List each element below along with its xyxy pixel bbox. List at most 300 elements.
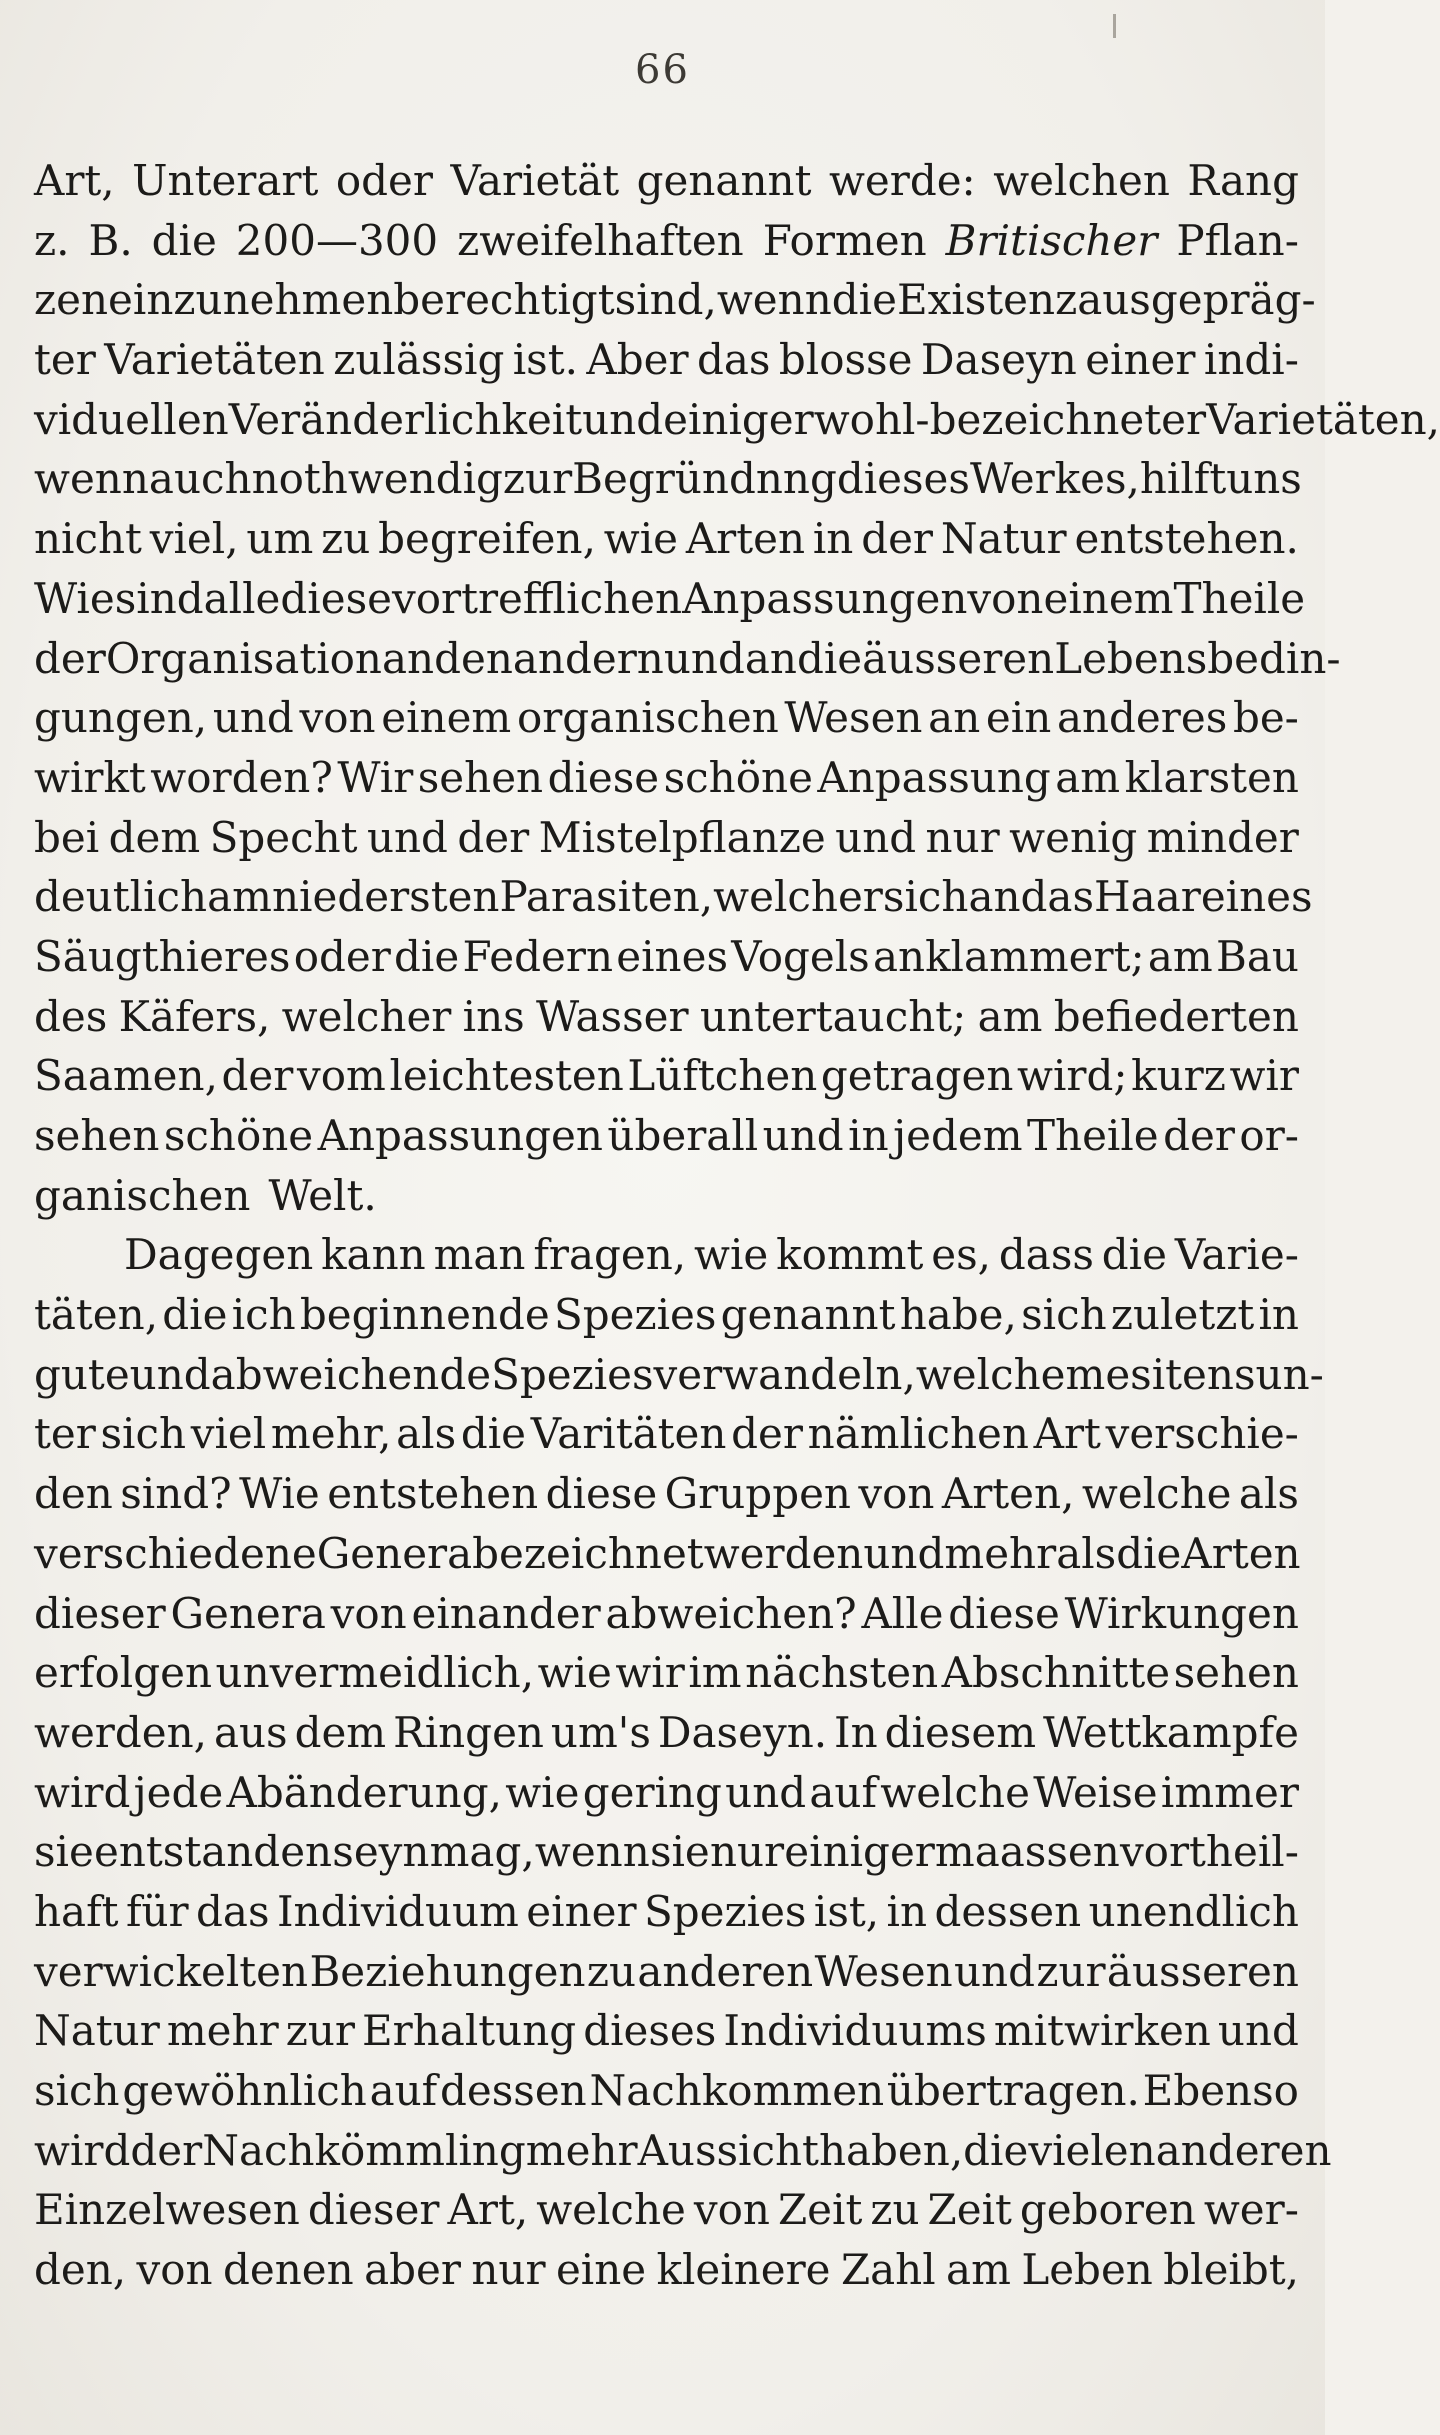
word: Beziehungen <box>309 1946 586 1996</box>
text-line <box>34 390 1440 450</box>
word: dessen <box>934 1886 1082 1936</box>
word: dieses <box>583 2006 717 2056</box>
word: vortheil- <box>1119 1827 1299 1877</box>
word: zu <box>321 514 371 564</box>
word: entstanden <box>94 1827 333 1877</box>
body-text <box>34 151 1440 2421</box>
word: Wirkungen <box>1064 1588 1299 1638</box>
word: diese <box>280 573 392 623</box>
word: Specht <box>209 812 358 862</box>
word: auch <box>148 454 252 504</box>
word: sind? <box>120 1469 232 1519</box>
word: ausgepräg- <box>1077 275 1316 325</box>
word: Wasser <box>535 991 689 1041</box>
word: wer- <box>1203 2185 1299 2235</box>
word: von <box>299 693 376 743</box>
text-line <box>34 1882 1299 1942</box>
word: Art, <box>447 2185 529 2235</box>
word: als <box>396 1409 457 1459</box>
word: geboren <box>1019 2185 1196 2235</box>
word: diese <box>547 752 660 802</box>
word: nur <box>471 2245 546 2295</box>
word: wie <box>537 1648 612 1698</box>
word: einer <box>1085 335 1196 385</box>
word: Weise <box>1033 1767 1158 1817</box>
word: welchen <box>993 156 1170 205</box>
text-line <box>34 211 1299 271</box>
word: diesem <box>884 1707 1037 1757</box>
word: un- <box>1255 1349 1324 1399</box>
word: abweichende <box>210 1349 492 1399</box>
word: auf <box>369 2066 438 2115</box>
word: für <box>125 1886 189 1936</box>
text-line <box>34 808 1299 868</box>
word: blosse <box>778 335 913 385</box>
word: den <box>34 1469 113 1519</box>
word: indi- <box>1203 335 1299 385</box>
word: Wesen <box>814 1946 953 1996</box>
word: schöne <box>663 752 813 802</box>
word: am <box>946 2245 1011 2295</box>
word: bezeichnet <box>472 1528 704 1578</box>
word: und <box>582 394 664 444</box>
word: welche <box>536 2185 686 2235</box>
word: nicht <box>34 514 142 564</box>
text-line <box>34 509 1299 569</box>
word: wie <box>505 1767 580 1817</box>
text-line <box>34 688 1299 748</box>
word: Erhaltung <box>362 2006 577 2056</box>
word: von <box>136 2245 213 2295</box>
word: bei <box>34 812 100 862</box>
word: B. <box>88 215 133 265</box>
word: Ringen <box>393 1707 544 1757</box>
word: viduellen <box>34 394 229 444</box>
word: dessen <box>439 2066 587 2115</box>
word: in <box>812 514 854 564</box>
word: oder <box>335 156 433 205</box>
word: werde: <box>828 156 976 205</box>
word: befiederten <box>1053 991 1299 1041</box>
word: sie <box>34 1827 94 1877</box>
word: die <box>831 275 897 325</box>
text-line <box>34 1942 1299 2002</box>
word: das <box>696 335 771 385</box>
word: mehr, <box>270 1409 392 1459</box>
word: Arten, <box>941 1469 1075 1519</box>
word: sich <box>1021 1290 1107 1340</box>
word: Daseyn <box>920 335 1077 385</box>
word: anderes <box>1056 693 1228 743</box>
word: sind, <box>614 275 717 325</box>
word: Haar <box>1094 872 1201 922</box>
word: in <box>848 1111 889 1160</box>
word: eine <box>555 2245 647 2295</box>
word: wird <box>34 1767 131 1817</box>
word: täten, <box>34 1290 159 1340</box>
word: dem <box>294 1707 387 1757</box>
word: und <box>762 1111 844 1160</box>
word: wie <box>603 514 679 564</box>
text-line <box>34 2180 1299 2240</box>
word: welche <box>1081 1469 1232 1519</box>
text-line <box>34 927 1299 987</box>
text-line <box>34 1763 1299 1823</box>
word: am <box>977 991 1043 1041</box>
word: kommt <box>776 1230 924 1280</box>
word: auf <box>809 1767 878 1817</box>
word: kurz <box>1131 1051 1226 1101</box>
word: Federn <box>462 931 614 981</box>
word: immer <box>1160 1767 1299 1817</box>
word: Art <box>1033 1409 1101 1459</box>
word: mehr <box>525 2125 638 2175</box>
word: begreifen, <box>378 514 596 564</box>
word: an <box>968 872 1021 922</box>
word: vom <box>296 1051 386 1101</box>
word: und <box>366 812 448 862</box>
word: sehen <box>417 752 544 802</box>
word: Natur <box>940 514 1067 564</box>
word: Aussicht <box>637 2125 819 2175</box>
word: Varietäten <box>104 335 325 385</box>
text-line <box>34 1822 1299 1882</box>
word: zen <box>34 275 109 325</box>
word: Leben <box>1021 2245 1153 2295</box>
word: sich <box>100 1409 187 1459</box>
word: Arten <box>685 514 806 564</box>
word: verschie- <box>1105 1409 1299 1459</box>
word: sind <box>114 573 204 623</box>
word: viel <box>190 1409 267 1459</box>
word: Begründnng <box>572 454 837 504</box>
word: Säugthieres <box>34 931 291 981</box>
word: Individuums <box>723 2006 987 2056</box>
word: Wir <box>337 752 414 802</box>
word: kleinere <box>656 2245 831 2295</box>
word: diese <box>948 1588 1060 1638</box>
word: welche <box>880 1767 1030 1817</box>
word: einer <box>526 1886 637 1936</box>
word: denen <box>223 2245 354 2295</box>
word: als <box>1238 1469 1299 1519</box>
word: mag, <box>429 1827 535 1877</box>
word: im <box>688 1648 742 1698</box>
word: sie <box>649 1827 710 1877</box>
word: zur <box>1036 1946 1106 1996</box>
word: eines <box>1200 872 1313 922</box>
word: übertragen. <box>886 2066 1140 2115</box>
word: einigermaassen <box>784 1827 1120 1877</box>
paragraph <box>34 1225 1332 2299</box>
text-line <box>34 2061 1299 2121</box>
word: niedersten <box>271 872 500 922</box>
word: an <box>382 633 435 683</box>
word: Lebensbedin- <box>1054 633 1341 683</box>
word: Anpassung <box>817 752 1051 802</box>
word: an <box>928 693 981 743</box>
word: Varietät <box>450 156 620 205</box>
word: und <box>863 1528 945 1578</box>
word: die <box>963 2125 1029 2175</box>
word: und <box>663 633 745 683</box>
word: seyn <box>332 1827 430 1877</box>
text-line <box>34 1225 1299 1285</box>
page-edge-mark <box>1113 14 1116 38</box>
word: nur <box>925 812 1000 862</box>
word: or- <box>1239 1111 1299 1160</box>
text-line <box>34 1166 1299 1226</box>
text-line <box>34 867 1313 927</box>
word: wir <box>615 1648 685 1698</box>
word: Existenz <box>896 275 1078 325</box>
word: dieser <box>307 2185 440 2235</box>
word: mehr <box>166 2006 279 2056</box>
word: habe, <box>899 1290 1017 1340</box>
word: Individuum <box>276 1886 519 1936</box>
text-line <box>34 151 1299 211</box>
word: Anpassungen <box>317 1111 603 1160</box>
text-line <box>34 1404 1299 1464</box>
text-line <box>34 2240 1299 2300</box>
word: ins <box>462 991 525 1041</box>
word: nur <box>709 1827 785 1877</box>
word: Mistelpflanze <box>538 812 826 862</box>
text-line <box>34 629 1341 689</box>
word: Spezies <box>491 1349 654 1399</box>
word: die <box>1116 1528 1182 1578</box>
text-line <box>34 1285 1299 1345</box>
word: die <box>151 215 217 265</box>
word: alle <box>203 573 281 623</box>
word: z. <box>34 215 70 265</box>
word: Veränderlichkeit <box>228 394 583 444</box>
text-line <box>34 449 1302 509</box>
word: Vogels <box>731 931 870 981</box>
word: Ebenso <box>1142 2066 1299 2115</box>
word: der <box>731 1409 803 1459</box>
word: Anpassungen <box>682 573 968 623</box>
paragraph <box>34 151 1440 1225</box>
word: ich <box>231 1290 296 1340</box>
word: zur <box>285 2006 355 2056</box>
word: wie <box>694 1230 769 1280</box>
word: am <box>207 872 272 922</box>
word: verwandeln, <box>653 1349 916 1399</box>
word: einiger <box>663 394 814 444</box>
word: zuletzt <box>1110 1290 1255 1340</box>
word: Daseyn. <box>657 1707 828 1757</box>
word: abweichen? <box>605 1588 857 1638</box>
word: Genera <box>316 1528 473 1578</box>
word: von <box>858 1469 935 1519</box>
word: anderen <box>637 1946 814 1996</box>
word: nothwendig <box>251 454 503 504</box>
text-line <box>34 748 1299 808</box>
text-line <box>34 1524 1299 1584</box>
word: der <box>221 1051 294 1101</box>
word: unvermeidlich, <box>215 1648 535 1698</box>
word: Wie <box>239 1469 320 1519</box>
word: Wettkampfe <box>1042 1707 1299 1757</box>
word: welcher <box>713 872 883 922</box>
word: be- <box>1232 693 1299 743</box>
word: wohl-bezeichneter <box>813 394 1207 444</box>
word: die <box>1101 1230 1167 1280</box>
word: die <box>796 633 863 683</box>
word: worden? <box>150 752 333 802</box>
word: Nachkömmling <box>202 2125 526 2175</box>
word: Zeit <box>927 2185 1012 2235</box>
word: Lüftchen <box>627 1051 818 1101</box>
text-line <box>34 987 1299 1047</box>
word: Dagegen <box>124 1230 314 1280</box>
word: einem <box>1043 573 1174 623</box>
word: Abschnitte <box>941 1648 1171 1698</box>
text-line <box>34 1464 1299 1524</box>
word: und <box>1217 2006 1299 2056</box>
word: diese <box>545 1469 658 1519</box>
word: nächsten <box>745 1648 939 1698</box>
word: wenn <box>34 454 149 504</box>
word: klarsten <box>1124 752 1299 802</box>
word: werden <box>703 1528 864 1578</box>
word: der <box>34 633 106 683</box>
word: Zeit <box>777 2185 863 2235</box>
text-line <box>34 1703 1299 1763</box>
word: das <box>1020 872 1095 922</box>
text-line <box>34 1106 1299 1166</box>
word: Spezies <box>644 1886 807 1936</box>
word: am <box>1147 931 1213 981</box>
word: an <box>744 633 797 683</box>
word: sehen <box>1173 1648 1299 1698</box>
word: die <box>162 1290 228 1340</box>
word: als <box>1056 1528 1117 1578</box>
word: nämlichen <box>807 1409 1029 1459</box>
word: Arten <box>1181 1528 1301 1578</box>
word: verwickelten <box>34 1946 309 1996</box>
word: entstehen. <box>1074 514 1299 564</box>
text-line <box>34 2001 1299 2061</box>
word: ter <box>34 335 96 385</box>
word: Käfers, <box>118 991 271 1041</box>
word: ist. <box>512 335 578 385</box>
word: gungen, <box>34 693 208 743</box>
word: um <box>246 514 314 564</box>
word: die <box>460 1409 527 1459</box>
word: und <box>212 693 294 743</box>
word: Gruppen <box>664 1469 851 1519</box>
word: Nachkommen <box>589 2066 885 2115</box>
word: dem <box>108 812 201 862</box>
word: ein <box>985 693 1052 743</box>
word: man <box>433 1230 526 1280</box>
word: Aber <box>586 335 689 385</box>
word: minder <box>1146 812 1299 862</box>
word: Wie <box>34 573 115 623</box>
word: Werkes, <box>969 454 1140 504</box>
word: gewöhnlich <box>122 2066 367 2115</box>
word: sich <box>882 872 969 922</box>
word: entstehen <box>327 1469 539 1519</box>
word: genannt <box>636 156 812 205</box>
word: Zahl <box>840 2245 936 2295</box>
word: untertaucht; <box>699 991 967 1041</box>
word: den, <box>34 2245 127 2295</box>
word: Varietäten, <box>1206 394 1440 444</box>
word: der <box>861 514 934 564</box>
word: Einzelwesen <box>34 2185 300 2235</box>
word: wenn <box>716 275 832 325</box>
word: sehen <box>34 1111 160 1160</box>
word: wird; <box>1017 1051 1128 1101</box>
text-line <box>34 2121 1332 2181</box>
word: Welt. <box>268 1170 377 1220</box>
page-number: 66 <box>635 47 690 93</box>
word: wenn <box>534 1827 650 1877</box>
word: werden, <box>34 1707 208 1757</box>
text-line <box>34 330 1299 390</box>
word: viel, <box>149 514 239 564</box>
word: von <box>330 1588 407 1638</box>
word: jedem <box>893 1111 1023 1160</box>
word: In <box>834 1707 878 1757</box>
word: mesitens <box>1065 1349 1256 1399</box>
word: am <box>1055 752 1121 802</box>
word: leichtesten <box>389 1051 624 1101</box>
word: verschiedene <box>34 1528 317 1578</box>
word: ter <box>34 1409 96 1459</box>
word: hilft <box>1139 454 1227 504</box>
word: in <box>1258 1290 1299 1340</box>
word: zur <box>502 454 573 504</box>
word: es, <box>931 1230 992 1280</box>
italic-word: Britischer <box>945 215 1158 265</box>
word: der <box>1163 1111 1235 1160</box>
word: eines <box>616 931 729 981</box>
word: Parasiten, <box>499 872 714 922</box>
word: zu <box>870 2185 920 2235</box>
word: unendlich <box>1088 1886 1299 1936</box>
word: anklammert; <box>872 931 1145 981</box>
word: die <box>394 931 460 981</box>
word: ist, <box>813 1886 880 1936</box>
word: Organisation <box>105 633 382 683</box>
word: uns <box>1226 454 1302 504</box>
word: wirkt <box>34 752 146 802</box>
word: zweifelhaften <box>457 215 744 265</box>
word: fragen, <box>533 1230 687 1280</box>
word: erfolgen <box>34 1648 212 1698</box>
word: Pflan- <box>1176 215 1299 265</box>
word: dieser <box>34 1588 166 1638</box>
word: schöne <box>163 1111 314 1160</box>
word: gute <box>34 1349 130 1399</box>
word: vortrefflichen <box>392 573 683 623</box>
word: Genera <box>170 1588 326 1638</box>
word: wir <box>1229 1051 1299 1101</box>
word: zu <box>586 1946 637 1996</box>
word: und <box>725 1767 807 1817</box>
word: das <box>196 1886 270 1936</box>
word: Unterart <box>132 156 319 205</box>
word: des <box>34 991 108 1041</box>
word: der <box>130 2125 203 2175</box>
word: deutlich <box>34 872 208 922</box>
text-line <box>34 1584 1299 1644</box>
word: kann <box>321 1230 426 1280</box>
